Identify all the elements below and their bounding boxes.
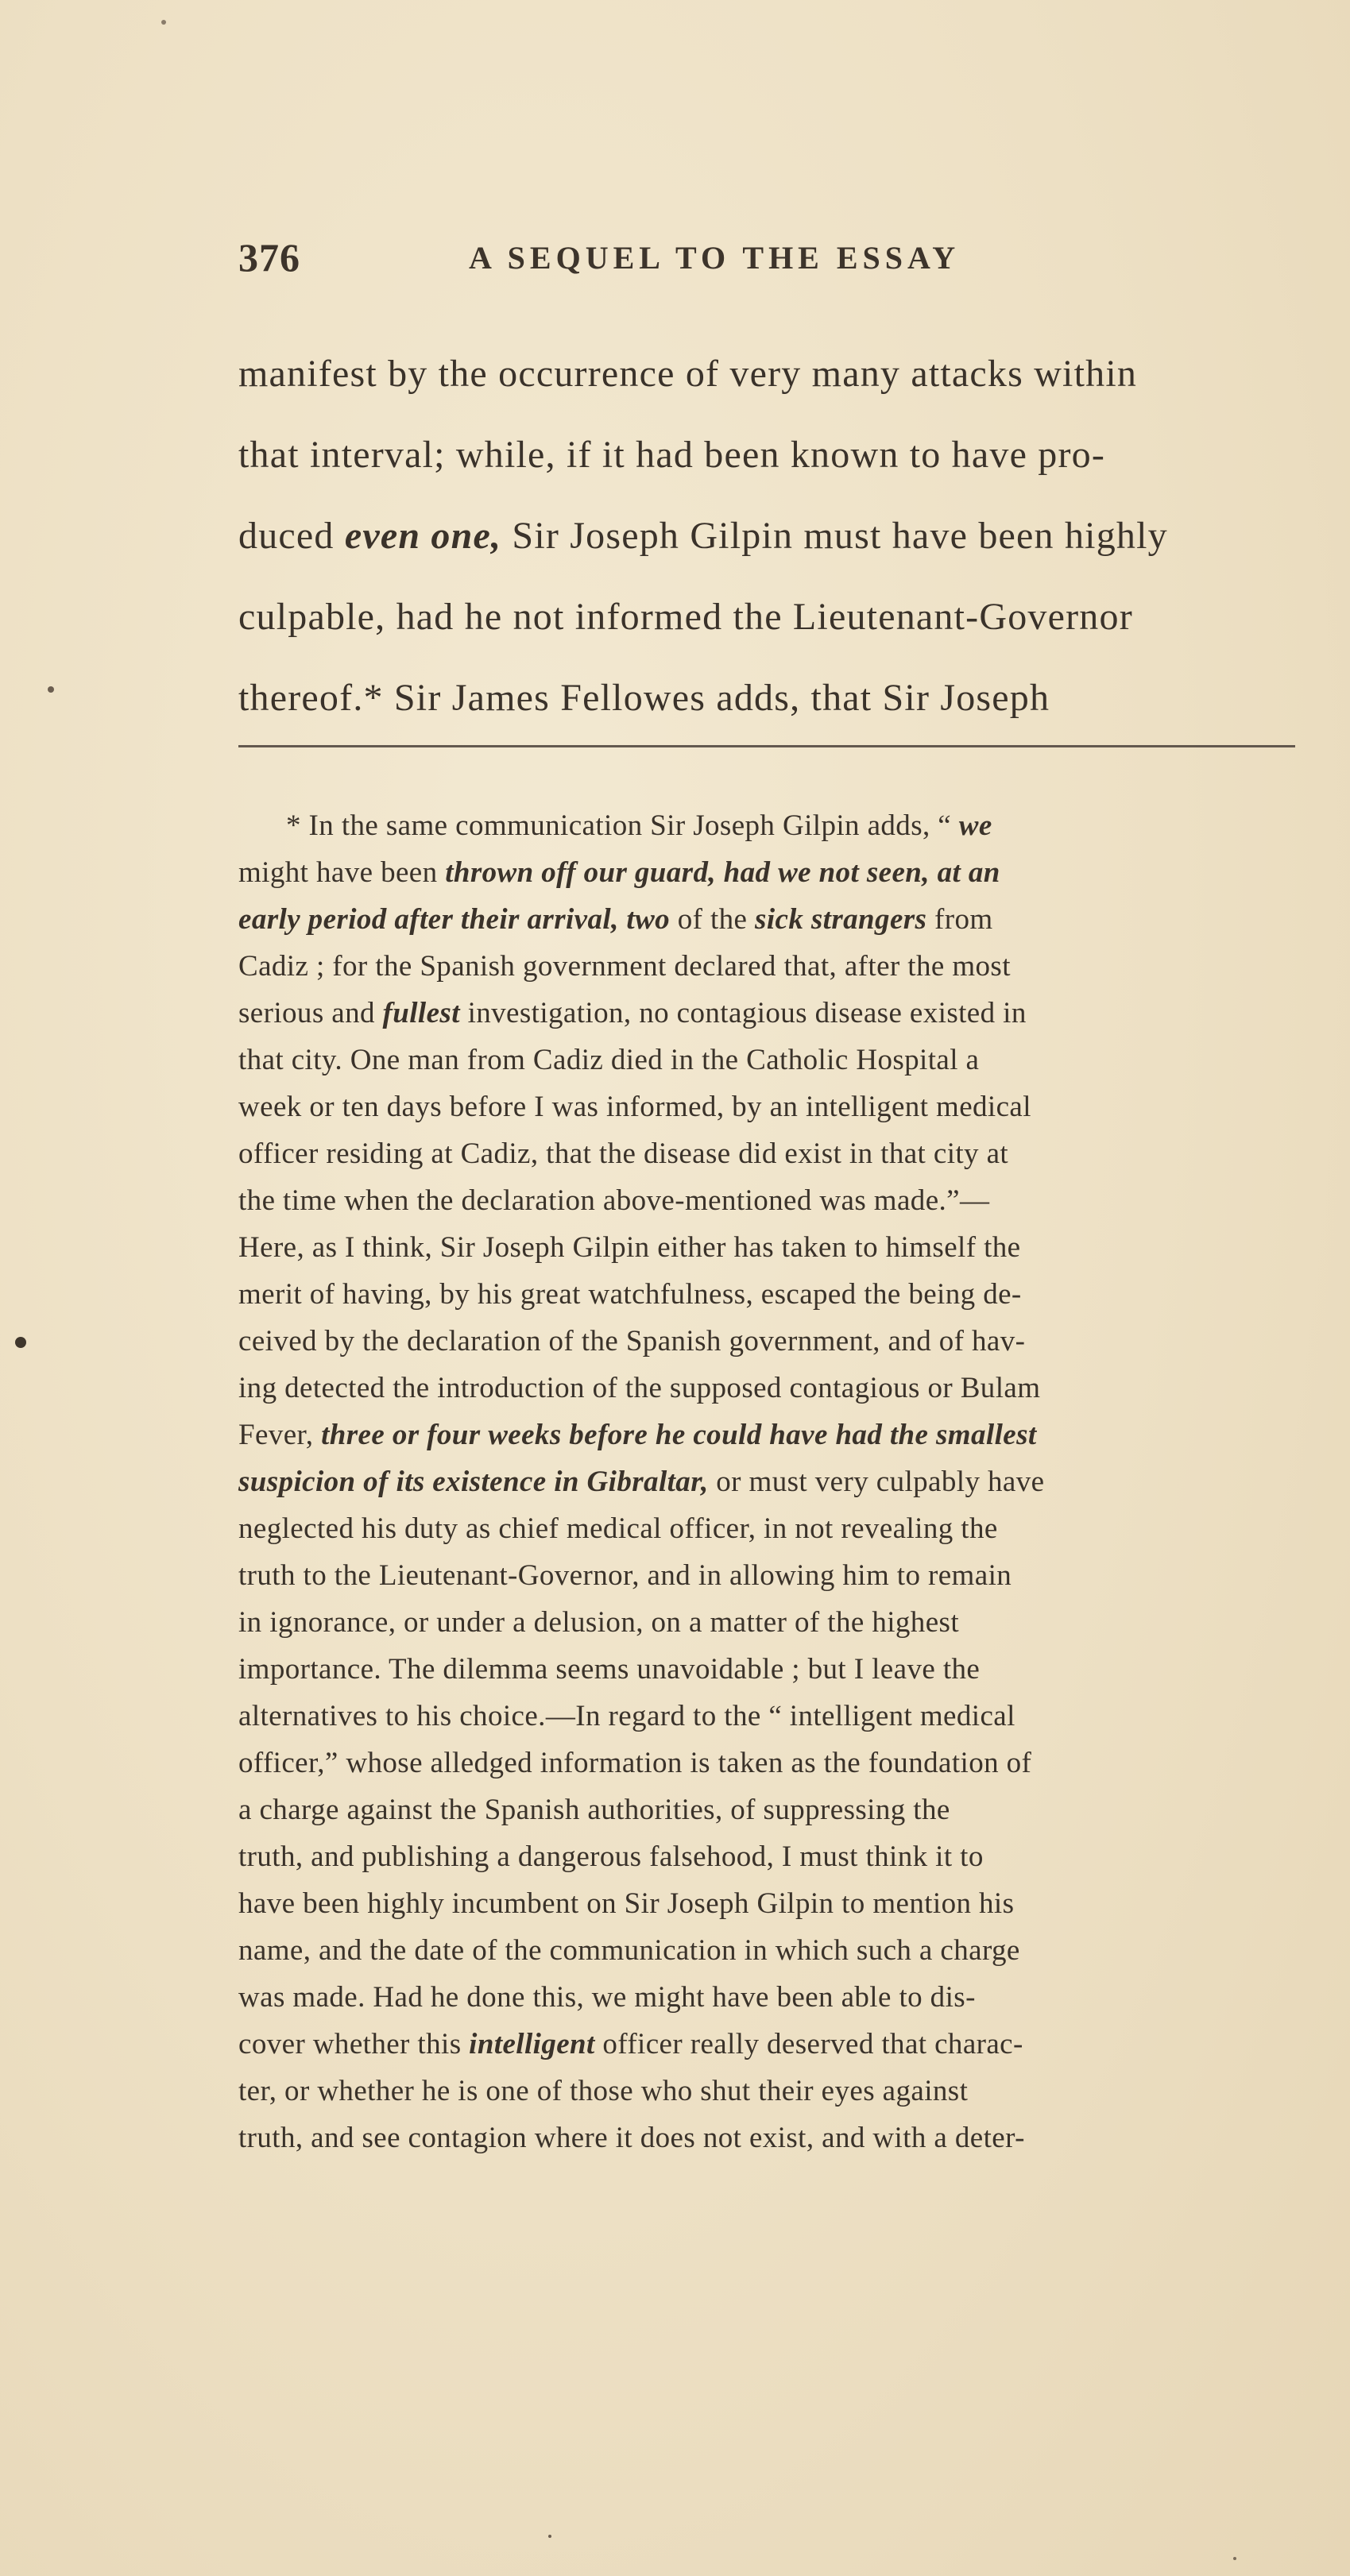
body-line — [238, 334, 1303, 415]
footnote-text: officer really deserved that charac- — [594, 2028, 1023, 2060]
body-line — [238, 577, 1303, 658]
footnote-text: might have been — [238, 856, 446, 889]
footnote-separator — [238, 745, 1295, 747]
footnote-italic-text: early period after their arrival, two — [238, 903, 671, 936]
footnote-italic-text: suspicion of its existence in Gibraltar, — [238, 1466, 709, 1498]
footnote-line — [238, 1083, 1303, 1130]
footnote-line — [238, 1599, 1303, 1646]
footnote-text: of the — [670, 903, 756, 936]
footnote-text: alternatives to his choice.—In regard to the “ intelligent medical — [238, 1700, 1015, 1732]
footnote-line — [238, 2021, 1303, 2068]
footnote-text: investigation, no contagious disease existed in — [459, 997, 1027, 1029]
footnote-text: officer residing at Cadiz, that the disease did exist in that city at — [238, 1137, 1009, 1170]
footnote-line — [238, 1412, 1303, 1458]
footnote-text: that city. One man from Cadiz died in the Catholic Hospital a — [238, 1044, 980, 1076]
body-line — [238, 658, 1303, 739]
footnote-text: was made. Had he done this, we might have been able to dis- — [238, 1981, 976, 2014]
footnote-line — [238, 2068, 1303, 2114]
footnote-text: officer,” whose alledged information is taken as the foundation of — [238, 1747, 1032, 1779]
footnote-line — [238, 1927, 1303, 1974]
footnote-italic-text: intelligent — [469, 2028, 595, 2060]
footnote-text: neglected his duty as chief medical officer, in not revealing the — [238, 1512, 998, 1545]
footnote-line — [238, 802, 1303, 849]
footnote-line — [238, 1974, 1303, 2021]
footnote-text: or must very culpably have — [708, 1466, 1045, 1498]
footnote-line — [238, 1552, 1303, 1599]
footnote-text: a charge against the Spanish authorities, of suppressing the — [238, 1794, 950, 1826]
footnote-line — [238, 1130, 1303, 1177]
footnote-text: truth, and see contagion where it does not exist, and with a deter- — [238, 2122, 1025, 2154]
footnote-line — [238, 990, 1303, 1037]
footnote-text: from — [926, 903, 993, 936]
footnote-line — [238, 1505, 1303, 1552]
body-text: that interval; while, if it had been known to have pro- — [238, 434, 1106, 476]
footnote-text: Here, as I think, Sir Joseph Gilpin either has taken to himself the — [238, 1231, 1021, 1264]
footnote-text: week or ten days before I was informed, by an intelligent medical — [238, 1091, 1031, 1123]
footnote-italic-text: thrown off our guard, had we not seen, at an — [445, 856, 1000, 889]
footnote-text: in ignorance, or under a delusion, on a matter of the highest — [238, 1606, 959, 1639]
body-line — [238, 415, 1303, 496]
footnote-line — [238, 1740, 1303, 1786]
footnote-italic-text: sick strangers — [755, 903, 927, 936]
footnote-line — [238, 1646, 1303, 1693]
footnote-line — [238, 1224, 1303, 1271]
footnote-line — [238, 1880, 1303, 1927]
footnote-text: merit of having, by his great watchfulness, escaped the being de- — [238, 1278, 1022, 1311]
footnote-text: the time when the declaration above-mentioned was made.”— — [238, 1184, 990, 1217]
footnote-line — [238, 849, 1303, 896]
footnote-line — [238, 1786, 1303, 1833]
footnote-italic-text: fullest — [382, 997, 460, 1029]
footnote-line — [238, 896, 1303, 943]
footnote-text: importance. The dilemma seems unavoidable ; but I leave the — [238, 1653, 981, 1686]
footnote-text: ceived by the declaration of the Spanish government, and of hav- — [238, 1325, 1026, 1358]
footnote-line — [238, 1271, 1303, 1318]
footnote-text: truth, and publishing a dangerous falsehood, I must think it to — [238, 1840, 984, 1873]
footnote-italic-text: three or four weeks before he could have had the smallest — [321, 1419, 1037, 1451]
footnote-line — [238, 1693, 1303, 1740]
footnote-italic-text: we — [958, 809, 992, 842]
footnote-line — [238, 1177, 1303, 1224]
footnote-text: Cadiz ; for the Spanish government declared that, after the most — [238, 950, 1011, 983]
footnote-line — [238, 1037, 1303, 1083]
page-number: 376 — [238, 235, 300, 280]
body-text: duced — [238, 515, 345, 557]
footnote-line — [238, 1318, 1303, 1365]
main-text — [238, 334, 1303, 739]
footnote-line — [238, 943, 1303, 990]
footnote-line — [238, 1365, 1303, 1412]
footnote-text: have been highly incumbent on Sir Joseph Gilpin to mention his — [238, 1887, 1015, 1920]
footnote-text: truth to the Lieutenant-Governor, and in allowing him to remain — [238, 1559, 1012, 1592]
body-text: Sir Joseph Gilpin must have been highly — [501, 515, 1168, 557]
footnote-line — [238, 1458, 1303, 1505]
body-text: manifest by the occurrence of very many attacks within — [238, 353, 1138, 395]
footnote-line — [238, 1833, 1303, 1880]
footnote-line — [238, 2114, 1303, 2161]
footnote — [238, 802, 1303, 2161]
footnote-text: Fever, — [238, 1419, 322, 1451]
footnote-text: cover whether this — [238, 2028, 470, 2060]
footnote-text: name, and the date of the communication in which such a charge — [238, 1934, 1020, 1967]
footnote-text: ter, or whether he is one of those who shut their eyes against — [238, 2075, 969, 2107]
body-text: culpable, had he not informed the Lieutenant-Governor — [238, 596, 1133, 638]
running-head: A SEQUEL TO THE ESSAY — [469, 240, 961, 276]
footnote-text: serious and — [238, 997, 383, 1029]
body-italic-text: even one, — [344, 515, 502, 557]
footnote-text: * In the same communication Sir Joseph Gilpin adds, “ — [286, 809, 959, 842]
footnote-text: ing detected the introduction of the supposed contagious or Bulam — [238, 1372, 1041, 1404]
body-line — [238, 496, 1303, 577]
body-text: thereof.* Sir James Fellowes adds, that Sir Joseph — [238, 677, 1050, 719]
